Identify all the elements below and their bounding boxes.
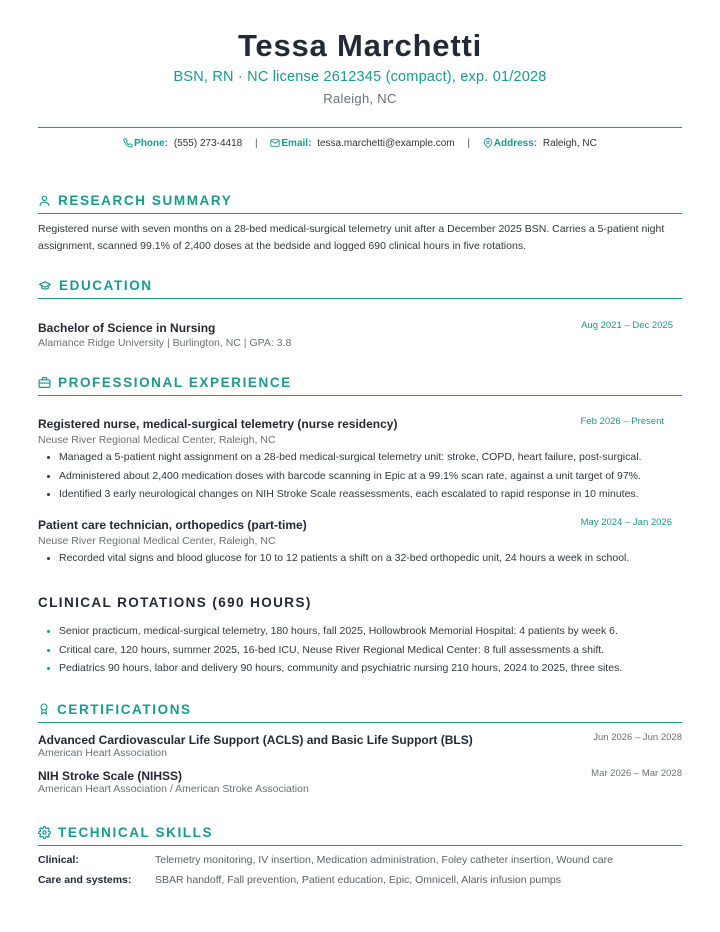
certifications-heading [38, 700, 682, 718]
list-item: Identified 3 early neurological changes on NIH Stroke Scale reassessments, each escalated to rapid response in 10 minutes. [38, 485, 682, 504]
contact-separator: | [467, 138, 470, 149]
certification-issuer: American Heart Association [38, 747, 167, 759]
contact-bar [38, 138, 682, 151]
job-org: Neuse River Regional Medical Center, Raleigh, NC [38, 434, 276, 446]
rotations-list [38, 622, 682, 678]
education-heading-text: EDUCATION [59, 277, 153, 293]
summary-section [38, 191, 682, 255]
skill-values: SBAR handoff, Fall prevention, Patient education, Epic, Omnicell, Alaris infusion pumps [155, 874, 562, 886]
experience-heading-text: PROFESSIONAL EXPERIENCE [58, 374, 292, 390]
skill-row [38, 874, 682, 894]
user-icon [38, 194, 51, 207]
education-heading [38, 276, 682, 294]
job-entry [38, 516, 682, 568]
job-bullets [38, 549, 682, 568]
degree-title: Bachelor of Science in Nursing [38, 321, 216, 335]
address-value: Raleigh, NC [542, 138, 597, 149]
education-entry [38, 319, 682, 349]
summary-heading-text: RESEARCH SUMMARY [58, 192, 233, 208]
certifications-section [38, 700, 682, 795]
summary-heading [38, 191, 682, 209]
experience-heading [38, 373, 682, 391]
job-entry [38, 415, 682, 504]
skill-category: Clinical: [38, 854, 79, 866]
credentials-line: BSN, RN · NC license 2612345 (compact), exp. 01/2028 [173, 69, 547, 85]
skill-values: Telemetry monitoring, IV insertion, Medication administration, Foley catheter insertion, Wound care [155, 854, 613, 866]
school-line: Alamance Ridge University | Burlington, NC | GPA: 3.8 [38, 337, 292, 349]
section-divider [38, 395, 682, 396]
header-location: Raleigh, NC [323, 91, 397, 106]
location-pin-icon [483, 138, 493, 151]
skills-heading-text: TECHNICAL SKILLS [58, 824, 214, 840]
contact-separator: | [255, 138, 258, 149]
education-section [38, 276, 682, 349]
phone-value[interactable]: (555) 273-4418 [173, 138, 243, 149]
certification-dates: Jun 2026 – Jun 2028 [593, 732, 682, 743]
summary-text: Registered nurse with seven months on a 28-bed medical-surgical telemetry unit after a December 2025 BSN. Carries a 5-patient night assignment, scanned 99.1% of 2,400 doses at the bedside and logged 690 clinical hours in five rotations. [38, 223, 665, 252]
education-dates: Aug 2021 – Dec 2025 [581, 320, 673, 331]
certification-name: NIH Stroke Scale (NIHSS) [38, 769, 183, 783]
job-dates: Feb 2026 – Present [580, 416, 664, 427]
email-value[interactable]: tessa.marchetti@example.com [317, 138, 455, 149]
list-item: Critical care, 120 hours, summer 2025, 16-bed ICU, Neuse River Regional Medical Center: 8 full assessments a shift. [38, 641, 682, 660]
skill-category: Care and systems: [38, 874, 132, 886]
briefcase-icon [38, 376, 51, 389]
job-title: Registered nurse, medical-surgical telemetry (nurse residency) [38, 417, 398, 431]
header-divider [38, 127, 682, 128]
skills-list [38, 854, 682, 894]
section-divider [38, 298, 682, 299]
rotations-section [38, 595, 682, 678]
certification-entry [38, 767, 682, 795]
list-item: Administered about 2,400 medication doses with barcode scanning in Epic at a 99.1% scan rate, against a unit target of 97%. [38, 467, 682, 486]
skill-row [38, 854, 682, 874]
job-dates: May 2024 – Jan 2026 [580, 516, 672, 528]
award-ribbon-icon [38, 702, 50, 716]
certifications-heading-text: CERTIFICATIONS [57, 701, 192, 717]
list-item: Senior practicum, medical-surgical telemetry, 180 hours, fall 2025, Hollowbrook Memorial Hospital: 4 patients by week 6. [38, 622, 682, 641]
job-bullets [38, 448, 682, 504]
certification-entry [38, 731, 682, 759]
job-title: Patient care technician, orthopedics (part-time) [38, 517, 307, 532]
skills-section [38, 823, 682, 894]
section-divider [38, 722, 682, 723]
phone-icon [123, 138, 133, 151]
phone-label: Phone: [134, 138, 169, 149]
skills-heading [38, 823, 682, 841]
candidate-name: Tessa Marchetti [237, 28, 482, 63]
graduation-cap-icon [38, 279, 52, 292]
email-label: Email: [281, 138, 312, 149]
experience-section [38, 373, 682, 567]
list-item: Pediatrics 90 hours, labor and delivery 90 hours, community and psychiatric nursing 210 hours, 2024 to 2025, three sites. [38, 659, 682, 678]
certification-issuer: American Heart Association / American Stroke Association [38, 783, 309, 795]
mail-icon [270, 138, 280, 151]
section-divider [38, 213, 682, 214]
certification-name: Advanced Cardiovascular Life Support (ACLS) and Basic Life Support (BLS) [38, 733, 473, 747]
section-divider [38, 845, 682, 846]
list-item: Recorded vital signs and blood glucose for 10 to 12 patients a shift on a 32-bed orthopedic unit, 24 hours a week in school. [38, 549, 682, 568]
certification-dates: Mar 2026 – Mar 2028 [591, 768, 682, 779]
list-item: Managed a 5-patient night assignment on a 28-bed medical-surgical telemetry unit: stroke, COPD, heart failure, post-surgical. [38, 448, 682, 467]
rotations-heading: CLINICAL ROTATIONS (690 HOURS) [38, 595, 312, 610]
gear-icon [38, 826, 51, 839]
job-org: Neuse River Regional Medical Center, Raleigh, NC [38, 534, 276, 547]
address-label: Address: [493, 138, 538, 149]
